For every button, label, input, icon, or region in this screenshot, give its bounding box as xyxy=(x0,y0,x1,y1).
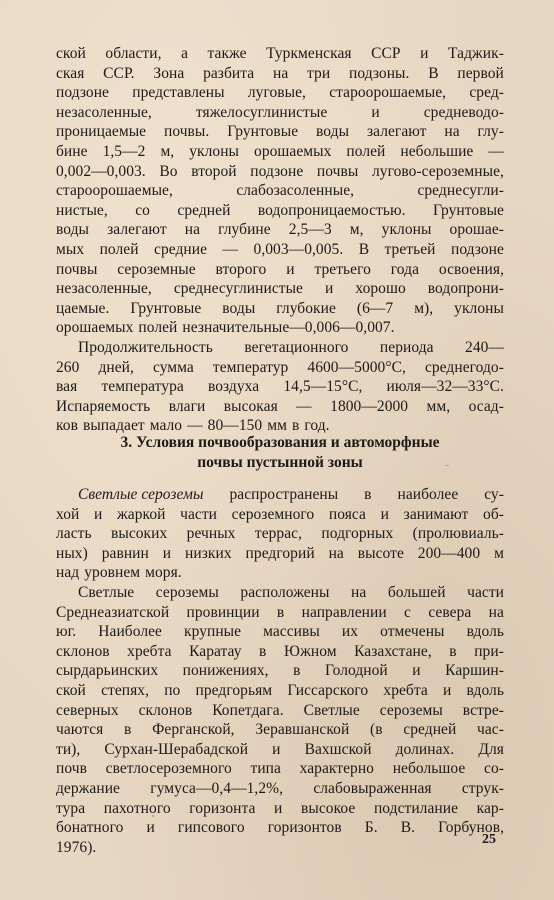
text-line: склонов хребта Каратау в Южном Казахстане, в при- xyxy=(56,642,504,660)
text-line: Продолжительность вегетационного периода 240— xyxy=(78,338,504,356)
text-line: 260 дней, сумма температур 4600—5000°С, среднегодо- xyxy=(56,358,504,376)
text-line: держание гумуса—0,4—1,2%, слабовыраженная струк- xyxy=(56,779,504,797)
text-line: мых полей средние — 0,003—0,005. В третьей подзоне xyxy=(56,240,504,258)
text-line: бине 1,5—2 м, уклоны орошаемых полей небольшие — xyxy=(56,142,504,160)
text-line: староорошаемые, слабозасоленные, среднесугли- xyxy=(56,182,504,200)
text-line: юг. Наиболее крупные массивы их отмечены вдоль xyxy=(56,623,504,641)
text-line: орошаемых полей незначительные—0,006—0,007. xyxy=(56,319,395,337)
text-line: ласть высоких речных террас, подгорных (пролювиаль- xyxy=(56,525,504,543)
text-line: тура пахотного горизонта и высокое подстилание кар- xyxy=(56,799,504,817)
text-line: Среднеазиатской провинции в направлении с севера на xyxy=(56,603,504,621)
text-block-lower xyxy=(56,485,504,857)
text-line: Светлые сероземы расположены на большей части xyxy=(78,583,504,601)
text-line: хой и жаркой части сероземного пояса и занимают об- xyxy=(56,505,504,523)
text-line: воды залегают на глубине 2,5—3 м, уклоны орошае- xyxy=(56,221,504,239)
text-line: проницаемые почвы. Грунтовые воды залегают на глу- xyxy=(56,123,504,141)
text-line: северных склонов Копетдага. Светлые сероземы встре- xyxy=(56,701,504,719)
text-line: ти), Сурхан-Шерабадской и Вахшской долинах. Для xyxy=(56,740,504,758)
text-line: Светлые сероземы распространены в наиболее су- xyxy=(78,486,504,503)
section-heading xyxy=(56,433,504,473)
print-speck xyxy=(180,410,182,412)
text-line: почв светлосероземного типа характерно небольшое со- xyxy=(56,760,504,778)
text-line: ской степях, по предгорьям Гиссарского хребта и вдоль xyxy=(56,681,504,699)
print-speck xyxy=(446,465,449,466)
section-heading-line-1: 3. Условия почвообразования и автоморфные xyxy=(120,434,440,451)
text-line: нистые, со средней водопроницаемостью. Грунтовые xyxy=(56,201,504,219)
text-line: бонатного и гипсового горизонтов Б. В. Горбунов, xyxy=(56,819,504,837)
text-line: над уровнем моря. xyxy=(56,564,182,582)
text-line: ской области, а также Туркменская ССР и Таджик- xyxy=(56,45,504,62)
text-line: Испаряемость влаги высокая — 1800—2000 мм, осад- xyxy=(56,397,504,415)
print-speck xyxy=(152,815,154,817)
text-line: ков выпадает мало — 80—150 мм в год. xyxy=(56,417,330,435)
text-line: 1976). xyxy=(56,838,97,856)
text-line: незасоленные, тяжелосуглинистые и средневодо- xyxy=(56,103,504,121)
text-line: чаются в Ферганской, Зеравшанской (в средней час- xyxy=(56,721,504,739)
text-block-upper xyxy=(56,44,504,436)
text-line: ных) равнин и низких предгорий на высоте 200—400 м xyxy=(56,544,504,562)
section-heading-line-2: почвы пустынной зоны xyxy=(197,454,363,471)
page-number: 25 xyxy=(482,832,496,847)
text-line: вая температура воздуха 14,5—15°С, июля—32—33°С. xyxy=(56,378,504,396)
text-line: подзоне представлены луговые, староорошаемые, сред- xyxy=(56,84,504,102)
text-line: сырдарьинских понижениях, в Голодной и Каршин- xyxy=(56,662,504,680)
text-line: незасоленные, среднесуглинистые и хорошо водопрони- xyxy=(56,280,504,298)
print-speck xyxy=(386,405,388,408)
text-line: ская ССР. Зона разбита на три подзоны. В первой xyxy=(56,64,504,82)
text-line: 0,002—0,003. Во второй подзоне почвы лугово-сероземные, xyxy=(56,162,504,180)
text-line: цаемые. Грунтовые воды глубокие (6—7 м), уклоны xyxy=(56,299,504,317)
text-line: почвы сероземные второго и третьего года освоения, xyxy=(56,260,504,278)
